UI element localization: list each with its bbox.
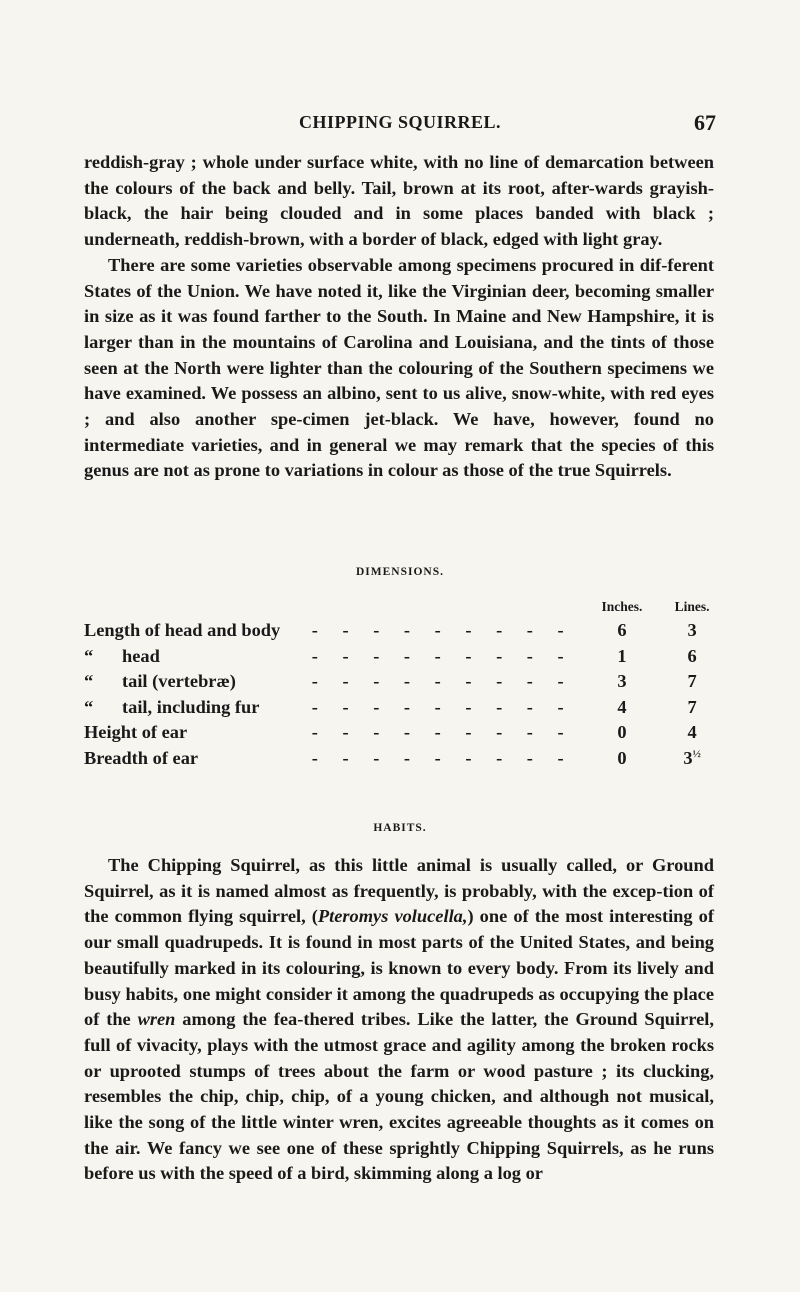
- page-header: [0, 112, 800, 142]
- dimensions-heading: DIMENSIONS.: [355, 566, 444, 578]
- table-row: [84, 720, 724, 746]
- dot-leader: - - - - - - - - -: [311, 747, 574, 768]
- wren-word: wren: [137, 1009, 176, 1030]
- habits-paragraph: [84, 853, 714, 1187]
- dimensions-table: [84, 596, 724, 771]
- row-inches: 1: [617, 645, 627, 666]
- page-number: 67: [694, 110, 716, 135]
- row-lines-whole: 3: [683, 747, 693, 768]
- table-row: [84, 695, 724, 721]
- dot-leader: - - - - - - - - -: [311, 722, 574, 742]
- table-row: [84, 644, 724, 670]
- ditto-mark: “: [84, 696, 94, 717]
- row-lines: [660, 746, 724, 772]
- dot-leader: - - - - - - - - -: [311, 620, 574, 640]
- intro-paragraph-2: There are some varieties observable among specimens procured in dif-ferent States of the Union. We have noted it, like the Virginian deer, becoming smaller in size as it was found farther to the South. In Maine and New Hampshire, it is larger than in the mountains of Carolina and Louisiana, and the tints of those seen at the North were lighter than the colouring of the Southern specimens we have examined. We possess an albino, sent to us alive, snow-white, with red eyes ; and also another spe-cimen jet-black. We have, however, found no intermediate varieties, and in general we may remark that the species of this genus are not as prone to variations in colour as those of the true Squirrels.: [84, 254, 714, 481]
- row-inches: 4: [617, 696, 627, 717]
- row-label: Breadth of ear: [84, 747, 199, 768]
- row-lines-fraction: ½: [692, 747, 701, 760]
- habits-text-run: The Chipping Squirrel, as this little animal is usually called, or Ground Squirrel, as it is named almost as frequently, is probably, with the excep-tion of the common flying squirrel, (: [84, 855, 714, 927]
- table-row: [84, 618, 724, 644]
- running-head: CHIPPING SQUIRREL.: [298, 112, 502, 132]
- row-label: Length of head and body: [84, 620, 281, 640]
- row-lines: 7: [687, 696, 697, 717]
- row-lines: 6: [687, 645, 697, 666]
- row-label: tail (vertebræ): [122, 671, 236, 691]
- inches-column-header: Inches.: [601, 599, 643, 614]
- species-name: Pteromys volucella,: [317, 906, 468, 927]
- dot-leader: - - - - - - - - -: [311, 645, 574, 666]
- row-label: tail, including fur: [122, 696, 260, 717]
- lines-column-header: Lines.: [674, 599, 710, 614]
- row-label: head: [122, 645, 160, 666]
- row-lines: 4: [687, 722, 697, 742]
- habits-text-run: among the fea-thered tribes. Like the latter, the Ground Squirrel, full of vivacity, plays with the utmost grace and agility among the broken rocks or uprooted stumps of trees about the farm or wood pasture ; its clucking, resembles the chip, chip, chip, of a young chicken, and although not musical, like the song of the little winter wren, excites agreeable thoughts as it comes on the air. We fancy we see one of these sprightly Chipping Squirrels, as he runs before us with the speed of a bird, skimming along a log or: [84, 1009, 714, 1184]
- ditto-mark: “: [84, 671, 94, 691]
- dot-leader: - - - - - - - - -: [311, 696, 574, 717]
- ditto-mark: “: [84, 645, 94, 666]
- row-inches: 0: [617, 722, 627, 742]
- row-lines: 3: [687, 620, 697, 640]
- dot-leader: - - - - - - - - -: [311, 671, 574, 691]
- habits-text-run: ) one of the most interesting of our small quadrupeds. It is found in most parts of the United States, and being beautifully marked in its colouring, is known to every body. From its lively and busy habits, one might consider it among the quadrupeds as occupying the place of the: [84, 906, 714, 1030]
- row-inches: 6: [617, 620, 627, 640]
- table-row: [84, 669, 724, 695]
- dimensions-header-row: [84, 596, 724, 618]
- habits-heading: HABITS.: [373, 822, 427, 834]
- row-lines: 7: [687, 671, 697, 691]
- table-row: [84, 746, 724, 772]
- intro-paragraph-1: reddish-gray ; whole under surface white, with no line of demarcation between the colours of the back and belly. Tail, brown at its root, after-wards grayish-black, the hair being clouded and in some places banded with black ; underneath, reddish-brown, with a border of black, edged with light gray.: [84, 152, 714, 250]
- row-inches: 0: [617, 747, 627, 768]
- row-inches: 3: [617, 671, 627, 691]
- intro-text: [84, 150, 714, 484]
- habits-text: [84, 853, 714, 1187]
- row-label: Height of ear: [84, 722, 188, 742]
